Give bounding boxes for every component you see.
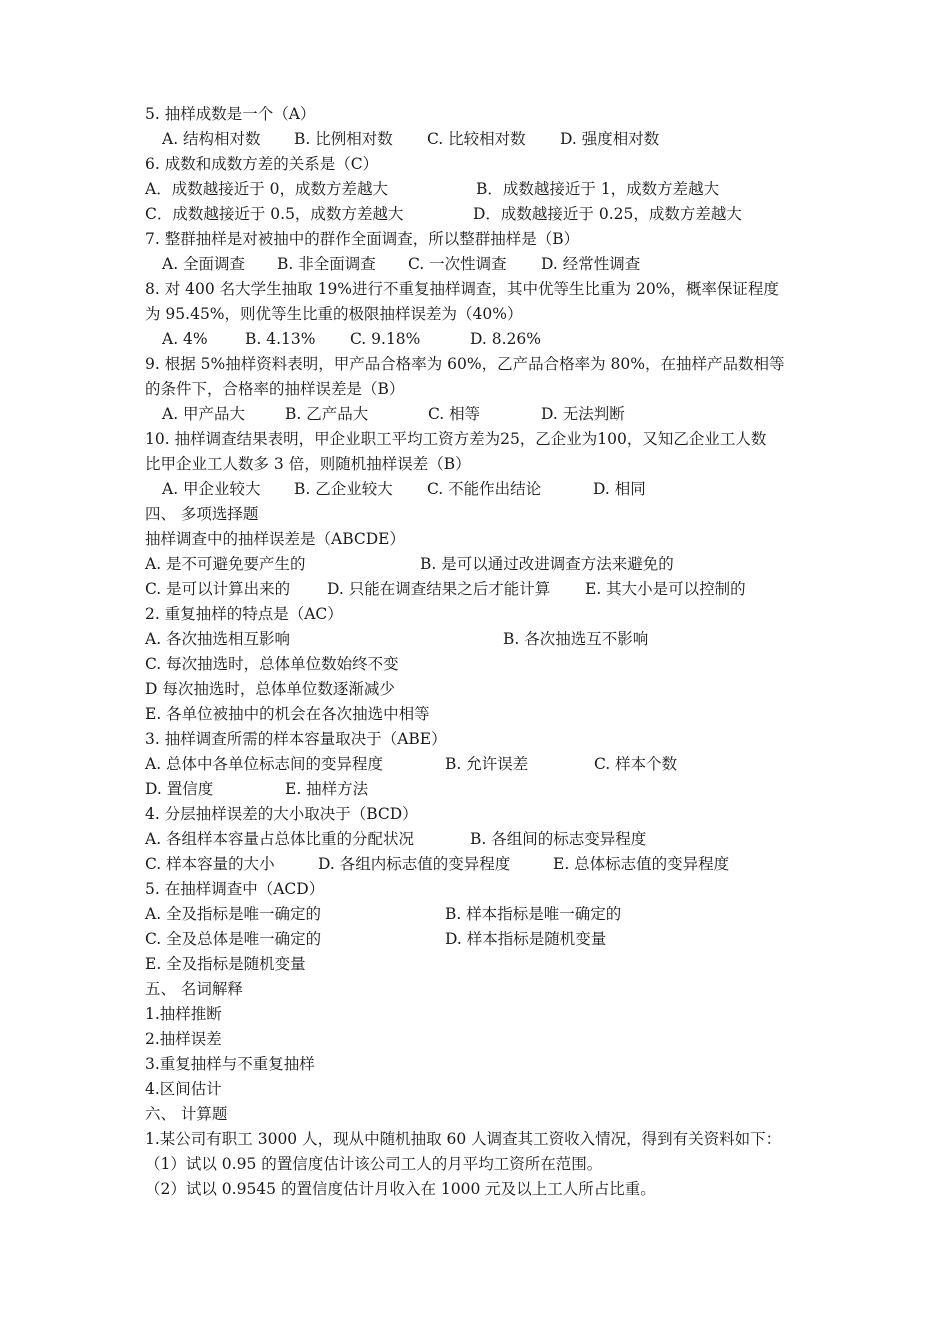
q6-option-a: A．成数越接近于 0，成数方差越大 bbox=[145, 180, 388, 198]
mc-question-1-stem: 抽样调查中的抽样误差是（ABCDE） bbox=[145, 530, 405, 548]
mc-q5-option-c: C. 全及总体是唯一确定的 bbox=[145, 930, 322, 948]
q7-option-c: C. 一次性调查 bbox=[408, 255, 507, 273]
q7-option-a: A. 全面调查 bbox=[162, 255, 246, 273]
calc-question-1: 1.某公司有职工 3000 人，现从中随机抽取 60 人调查其工资收入情况，得到有关资料如下： bbox=[145, 1130, 782, 1148]
mc-question-4-stem: 4. 分层抽样误差的大小取决于（BCD） bbox=[145, 805, 418, 823]
mc-q1-option-c: C. 是可以计算出来的 bbox=[145, 580, 291, 598]
q9-option-c: C. 相等 bbox=[428, 405, 481, 423]
calc-question-1-sub1: （1）试以 0.95 的置信度估计该公司工人的月平均工资所在范围。 bbox=[145, 1155, 603, 1173]
mc-q4-option-e: E. 总体标志值的变异程度 bbox=[553, 855, 730, 873]
question-10-stem-line1: 10. 抽样调查结果表明，甲企业职工平均工资方差为25，乙企业为100，又知乙企业工人数 bbox=[145, 430, 767, 448]
calc-question-1-sub2: （2）试以 0.9545 的置信度估计月收入在 1000 元及以上工人所占比重。 bbox=[145, 1180, 656, 1198]
q8-option-d: D. 8.26% bbox=[470, 330, 541, 348]
mc-q4-option-b: B. 各组间的标志变异程度 bbox=[470, 830, 647, 848]
mc-q2-option-b: B. 各次抽选互不影响 bbox=[503, 630, 649, 648]
mc-q2-option-e: E. 各单位被抽中的机会在各次抽选中相等 bbox=[145, 705, 430, 723]
q7-option-d: D. 经常性调查 bbox=[541, 255, 641, 273]
question-9-stem-line2: 的条件下，合格率的抽样误差是（B） bbox=[145, 380, 405, 398]
q8-option-c: C. 9.18% bbox=[350, 330, 421, 348]
mc-question-3-stem: 3. 抽样调查所需的样本容量取决于（ABE） bbox=[145, 730, 447, 748]
mc-q3-option-d: D. 置信度 bbox=[145, 780, 214, 798]
mc-q1-option-e: E. 其大小是可以控制的 bbox=[585, 580, 746, 598]
mc-q5-option-e: E. 全及指标是随机变量 bbox=[145, 955, 306, 973]
mc-q1-option-a: A. 是不可避免要产生的 bbox=[145, 555, 306, 573]
section-6-heading: 六、 计算题 bbox=[145, 1105, 228, 1123]
question-5-stem: 5. 抽样成数是一个（A） bbox=[145, 105, 316, 123]
q5-option-a: A. 结构相对数 bbox=[162, 130, 261, 148]
question-9-stem-line1: 9. 根据 5%抽样资料表明，甲产品合格率为 60%，乙产品合格率为 80%，在抽样产品数相等 bbox=[145, 355, 785, 373]
mc-q3-option-c: C. 样本个数 bbox=[594, 755, 678, 773]
mc-q2-option-d: D 每次抽选时，总体单位数逐渐减少 bbox=[145, 680, 395, 698]
mc-q4-option-a: A. 各组样本容量占总体比重的分配状况 bbox=[145, 830, 415, 848]
mc-q2-option-c: C. 每次抽选时，总体单位数始终不变 bbox=[145, 655, 399, 673]
term-item-3: 3.重复抽样与不重复抽样 bbox=[145, 1055, 315, 1073]
q9-option-d: D. 无法判断 bbox=[541, 405, 625, 423]
mc-question-2-stem: 2. 重复抽样的特点是（AC） bbox=[145, 605, 343, 623]
section-5-heading: 五、 名词解释 bbox=[145, 980, 243, 998]
term-item-4: 4.区间估计 bbox=[145, 1080, 222, 1098]
q6-option-d: D．成数越接近于 0.25，成数方差越大 bbox=[473, 205, 742, 223]
question-6-stem: 6. 成数和成数方差的关系是（C） bbox=[145, 155, 379, 173]
question-7-stem: 7. 整群抽样是对被抽中的群作全面调查，所以整群抽样是（B） bbox=[145, 230, 580, 248]
mc-q3-option-a: A. 总体中各单位标志间的变异程度 bbox=[145, 755, 384, 773]
mc-q5-option-a: A. 全及指标是唯一确定的 bbox=[145, 905, 322, 923]
q10-option-c: C. 不能作出结论 bbox=[427, 480, 542, 498]
q5-option-b: B. 比例相对数 bbox=[294, 130, 393, 148]
mc-q4-option-c: C. 样本容量的大小 bbox=[145, 855, 275, 873]
mc-q3-option-e: E. 抽样方法 bbox=[285, 780, 369, 798]
mc-q5-option-d: D. 样本指标是随机变量 bbox=[445, 930, 607, 948]
mc-q1-option-d: D. 只能在调查结果之后才能计算 bbox=[327, 580, 551, 598]
q5-option-d: D. 强度相对数 bbox=[560, 130, 660, 148]
q6-option-c: C．成数越接近于 0.5，成数方差越大 bbox=[145, 205, 404, 223]
q8-option-a: A. 4% bbox=[162, 330, 208, 348]
q10-option-b: B. 乙企业较大 bbox=[294, 480, 393, 498]
mc-q4-option-d: D. 各组内标志值的变异程度 bbox=[318, 855, 511, 873]
mc-q1-option-b: B. 是可以通过改进调查方法来避免的 bbox=[420, 555, 674, 573]
question-8-stem-line2: 为 95.45%，则优等生比重的极限抽样误差为（40%） bbox=[145, 305, 523, 323]
mc-q5-option-b: B. 样本指标是唯一确定的 bbox=[445, 905, 622, 923]
question-8-stem-line1: 8. 对 400 名大学生抽取 19%进行不重复抽样调查，其中优等生比重为 20%，概率保证程度 bbox=[145, 280, 779, 298]
term-item-2: 2.抽样误差 bbox=[145, 1030, 222, 1048]
q7-option-b: B. 非全面调查 bbox=[277, 255, 376, 273]
mc-q3-option-b: B. 允许误差 bbox=[445, 755, 529, 773]
q6-option-b: B．成数越接近于 1，成数方差越大 bbox=[476, 180, 720, 198]
term-item-1: 1.抽样推断 bbox=[145, 1005, 222, 1023]
question-10-stem-line2: 比甲企业工人数多 3 倍，则随机抽样误差（B） bbox=[145, 455, 471, 473]
q10-option-d: D. 相同 bbox=[593, 480, 646, 498]
mc-q2-option-a: A. 各次抽选相互影响 bbox=[145, 630, 291, 648]
q5-option-c: C. 比较相对数 bbox=[427, 130, 526, 148]
section-4-heading: 四、 多项选择题 bbox=[145, 505, 259, 523]
q9-option-a: A. 甲产品大 bbox=[162, 405, 246, 423]
mc-question-5-stem: 5. 在抽样调查中（ACD） bbox=[145, 880, 325, 898]
q8-option-b: B. 4.13% bbox=[245, 330, 316, 348]
q9-option-b: B. 乙产品大 bbox=[285, 405, 369, 423]
q10-option-a: A. 甲企业较大 bbox=[162, 480, 261, 498]
